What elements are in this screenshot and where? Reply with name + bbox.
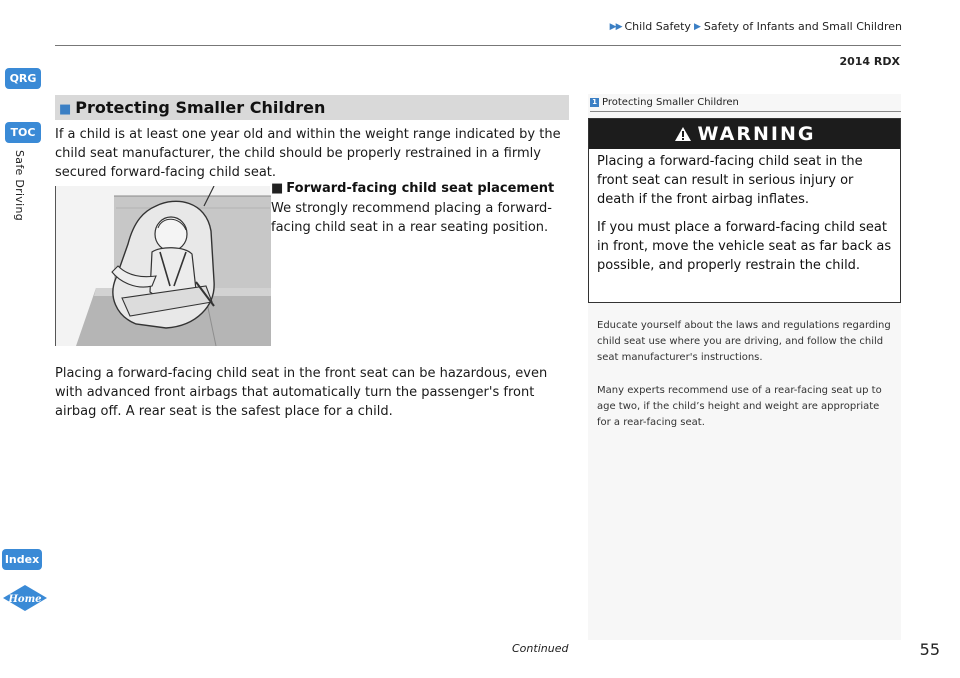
- warning-box: [588, 118, 901, 303]
- breadcrumb-arrows-icon: ▶▶: [609, 21, 622, 32]
- note-marker-icon: 1: [590, 98, 599, 107]
- toc-button[interactable]: TOC: [5, 122, 41, 143]
- qrg-button[interactable]: QRG: [5, 68, 41, 89]
- subsection-title: Forward-facing child seat placement: [286, 181, 555, 196]
- note-heading: [590, 97, 739, 108]
- home-icon: [2, 584, 48, 612]
- subsection-heading: [271, 181, 554, 196]
- breadcrumb: [610, 20, 902, 33]
- note-rear-facing: Many experts recommend use of a rear-facing seat up to age two, if the child’s height and weight are appropriate for a rear-facing seat.: [597, 385, 882, 428]
- chapter-side-label: Safe Driving: [13, 150, 26, 222]
- warning-label: WARNING: [697, 123, 816, 145]
- breadcrumb-item-child-safety[interactable]: Child Safety: [624, 20, 691, 33]
- note-laws: Educate yourself about the laws and regulations regarding child seat use where you are driving, and follow the child seat manufacturer's instructions.: [597, 320, 891, 363]
- warning-text-1: Placing a forward-facing child seat in the front seat can result in serious injury or death if the front airbag inflates.: [597, 154, 863, 207]
- header-divider: [55, 45, 901, 46]
- subsection-square-icon: ■: [271, 181, 284, 196]
- model-label: 2014 RDX: [839, 55, 900, 68]
- home-label: Home: [8, 594, 42, 605]
- breadcrumb-separator-icon: ▶: [693, 21, 701, 32]
- child-seat-illustration: [55, 186, 270, 346]
- note-title: Protecting Smaller Children: [602, 97, 739, 108]
- paragraph-front-seat: Placing a forward-facing child seat in the front seat can be hazardous, even with advanced front airbags that automatically turn the passenger's front airbag off. A rear seat is the safest place for a child.: [55, 366, 548, 419]
- home-button[interactable]: [2, 584, 48, 612]
- warning-header: [589, 119, 900, 149]
- section-square-icon: ■: [59, 102, 72, 117]
- index-button[interactable]: Index: [2, 549, 42, 570]
- warning-text-2: If you must place a forward-facing child seat in front, move the vehicle seat as far back as possible, and properly restrain the child.: [597, 220, 892, 273]
- section-title: Protecting Smaller Children: [75, 98, 326, 117]
- note-divider: [590, 111, 901, 112]
- warning-triangle-icon: [674, 126, 692, 142]
- continued-link[interactable]: Continued: [512, 642, 569, 655]
- page-number: 55: [919, 640, 940, 659]
- paragraph-intro: If a child is at least one year old and within the weight range indicated by the child seat manufacturer, the child should be properly restrained in a firmly secured forward-facing child seat.: [55, 127, 561, 180]
- paragraph-placement: We strongly recommend placing a forward-facing child seat in a rear seating position.: [271, 201, 552, 235]
- breadcrumb-item-infants[interactable]: Safety of Infants and Small Children: [703, 20, 902, 33]
- section-heading: [55, 95, 569, 120]
- child-seat-image: [56, 186, 271, 346]
